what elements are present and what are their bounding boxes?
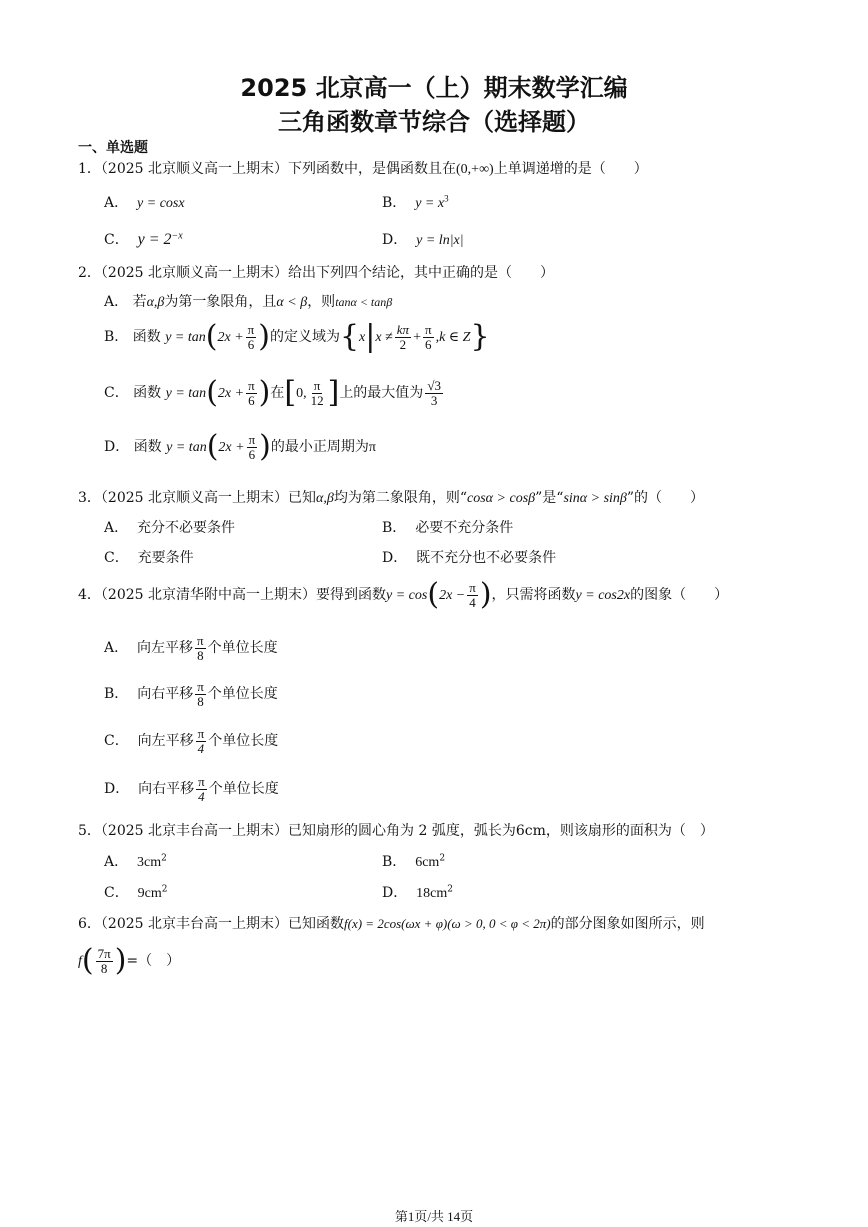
- paren-left: (: [206, 375, 218, 410]
- q1-interval: (0,+∞): [456, 162, 494, 177]
- q3-option-c: [104, 547, 194, 567]
- q6-text: 已知函数: [288, 916, 345, 932]
- q5-number: 5．: [78, 823, 101, 839]
- option-math: 0,: [296, 386, 307, 401]
- fraction: [467, 581, 478, 609]
- q5-option-a: [104, 851, 167, 871]
- option-math: +: [413, 330, 421, 345]
- option-text: 函数: [133, 439, 162, 455]
- numerator: π: [469, 579, 476, 595]
- option-math: α < β: [276, 295, 308, 310]
- q6-math: f(x) = 2cos(ωx + φ)(ω > 0, 0 < φ < 2π): [344, 916, 551, 931]
- q4-source: （2025 北京清华附中高一上期末）: [100, 587, 317, 603]
- option-label: C．: [104, 885, 129, 901]
- option-math: α,β: [146, 295, 165, 310]
- q3-option-d: [382, 547, 556, 567]
- q4-math: 2x −: [439, 588, 466, 603]
- paren-left: (: [206, 429, 219, 464]
- paren-right: ): [479, 577, 492, 612]
- option-label: D．: [382, 232, 408, 248]
- option-text: 在: [270, 385, 285, 401]
- q2-option-c: [104, 375, 445, 410]
- option-math: y = x: [415, 196, 445, 211]
- fraction: [309, 379, 326, 407]
- option-label: A．: [104, 854, 129, 870]
- paren-left: (: [205, 319, 218, 354]
- option-math: 18cm: [416, 886, 448, 901]
- fraction: [195, 634, 206, 662]
- option-math: π: [368, 440, 376, 455]
- option-text: 既不充分也不必要条件: [416, 550, 557, 566]
- q4-math: y = cos2x: [575, 588, 631, 603]
- option-text: 个单位长度: [208, 781, 279, 798]
- q6-number: 6．: [78, 916, 101, 932]
- denominator: 2: [399, 336, 407, 352]
- denominator: 4: [469, 594, 476, 610]
- numerator: π: [424, 321, 432, 337]
- option-label: C．: [104, 550, 129, 566]
- q3-number: 3．: [78, 490, 101, 506]
- q2-option-d: [104, 429, 376, 464]
- fraction: [246, 323, 257, 351]
- option-label: A．: [104, 294, 129, 310]
- paren-right: ): [114, 943, 127, 978]
- question-3-stem: [78, 487, 704, 507]
- option-text: 充要条件: [137, 550, 194, 566]
- q4-option-a: [104, 634, 278, 662]
- option-label: B．: [382, 854, 407, 870]
- fraction: [96, 947, 113, 975]
- option-text: 函数: [133, 385, 162, 401]
- question-4-stem: [78, 577, 729, 612]
- numerator: kπ: [396, 321, 410, 337]
- q3-text: 已知: [288, 490, 317, 506]
- option-math: x ≠: [375, 330, 393, 345]
- denominator: 6: [247, 336, 255, 352]
- q3-math: α,β: [316, 491, 334, 506]
- denominator: 8: [197, 647, 204, 663]
- option-label: B．: [382, 520, 407, 536]
- denominator: 6: [248, 392, 255, 408]
- option-text: 向右平移: [137, 686, 194, 703]
- question-5-stem: [78, 820, 714, 840]
- option-math: y = tan: [166, 440, 207, 455]
- fraction: [196, 727, 207, 755]
- denominator: 12: [310, 392, 324, 408]
- fraction: [246, 379, 257, 407]
- option-math: x: [359, 330, 366, 345]
- option-label: A．: [104, 520, 129, 536]
- option-text: 上的最大值为: [339, 385, 424, 401]
- option-math: 3cm: [137, 855, 162, 870]
- numerator: π: [313, 377, 321, 393]
- option-math: y = tan: [165, 386, 207, 401]
- option-label: A．: [104, 640, 129, 657]
- option-text: 向右平移: [138, 781, 195, 798]
- numerator: π: [247, 321, 255, 337]
- q1-stem-a: 下列函数中，是偶函数且在: [288, 161, 457, 177]
- fraction: [196, 775, 207, 803]
- q6-text: 的部分图象如图所示，则: [550, 916, 705, 932]
- option-label: B．: [382, 195, 407, 211]
- q3-text: ”是“: [535, 490, 564, 506]
- q1-number: 1．: [78, 161, 101, 177]
- paren-left: (: [81, 943, 94, 978]
- q4-text: 要得到函数: [316, 587, 387, 603]
- denominator: 6: [425, 336, 432, 352]
- exponent: 2: [161, 853, 167, 864]
- page-title-line1: 2025 北京高一（上）期末数学汇编: [240, 74, 628, 102]
- fraction: [195, 680, 206, 708]
- q6-text: =（ ）: [126, 953, 181, 969]
- question-2-stem: [78, 262, 554, 282]
- q1-source: （2025 北京顺义高一上期末）: [100, 161, 289, 177]
- option-math: y = tan: [165, 330, 206, 345]
- option-math: y = ln|x|: [416, 233, 464, 248]
- q5-source: （2025 北京丰台高一上期末）: [100, 823, 289, 839]
- q4-text: ，只需将函数: [491, 587, 576, 603]
- option-math: tanα < tanβ: [335, 295, 393, 309]
- q4-math: y = cos: [386, 588, 428, 603]
- q5-option-d: [382, 882, 453, 902]
- section-heading: 一、单选题: [78, 140, 148, 156]
- exponent: 2: [447, 884, 453, 895]
- q3-source: （2025 北京顺义高一上期末）: [100, 490, 289, 506]
- q1-option-d: [382, 229, 464, 249]
- q2-source: （2025 北京顺义高一上期末）: [100, 265, 289, 281]
- option-label: D．: [104, 781, 130, 798]
- denominator: 8: [197, 693, 204, 709]
- q3-option-a: [104, 517, 235, 537]
- bracket-left: [: [284, 375, 297, 410]
- option-math: 6cm: [415, 855, 440, 870]
- option-label: D．: [382, 550, 408, 566]
- q4-option-c: [104, 727, 278, 755]
- option-label: A．: [104, 195, 129, 211]
- option-text: ，则: [307, 294, 336, 310]
- numerator: 7π: [97, 945, 111, 961]
- option-label: D．: [104, 439, 130, 455]
- q1-option-c: [104, 229, 183, 249]
- q2-number: 2．: [78, 265, 101, 281]
- option-text: 个单位长度: [207, 686, 278, 703]
- q2-option-b: [104, 319, 490, 354]
- option-text: 函数: [132, 329, 161, 345]
- paren-right: ): [258, 375, 271, 410]
- page-number-footer: 第1页/共 14页: [394, 1209, 474, 1224]
- fraction: [395, 323, 411, 351]
- option-text: 向左平移: [137, 640, 194, 657]
- q4-number: 4．: [78, 587, 101, 603]
- option-label: B．: [104, 686, 129, 703]
- denominator: 4: [197, 740, 205, 756]
- fraction: [423, 323, 434, 351]
- denominator: 3: [430, 392, 438, 408]
- option-text: 的最小正周期为: [270, 439, 369, 455]
- numerator: π: [198, 774, 205, 789]
- q6-source: （2025 北京丰台高一上期末）: [100, 916, 289, 932]
- option-label: C．: [104, 232, 129, 248]
- numerator: π: [248, 431, 256, 447]
- option-math: ,k ∈ Z: [435, 330, 471, 345]
- option-math: y = 2: [137, 231, 172, 248]
- q4-option-d: [104, 775, 279, 803]
- paren-right: ): [259, 429, 271, 464]
- numerator: π: [197, 726, 205, 741]
- q5-option-c: [104, 882, 167, 902]
- paren-right: ): [258, 319, 270, 354]
- q1-stem-b: 上单调递增的是（ ）: [493, 161, 648, 177]
- denominator: 8: [100, 960, 108, 976]
- option-label: C．: [104, 733, 129, 750]
- exponent: 3: [444, 193, 449, 204]
- q1-option-b: [382, 192, 449, 212]
- q4-text: 的图象（ ）: [630, 587, 729, 603]
- q6-math: f: [78, 954, 82, 969]
- q2-option-a: [104, 291, 392, 311]
- denominator: 6: [248, 446, 256, 462]
- option-math: y = cosx: [137, 196, 185, 211]
- question-6-expression: [78, 943, 181, 978]
- page-title-line2: 三角函数章节综合（选择题）: [278, 108, 590, 136]
- option-text: 若: [132, 294, 147, 310]
- fraction: [247, 433, 258, 461]
- option-text: 充分不必要条件: [137, 520, 236, 536]
- option-text: 的定义域为: [269, 329, 340, 345]
- brace-left: {: [339, 319, 360, 354]
- numerator: π: [197, 679, 204, 694]
- q4-option-b: [104, 680, 278, 708]
- option-math: 2x +: [217, 386, 245, 401]
- denominator: 4: [198, 788, 205, 804]
- bracket-right: ]: [327, 375, 340, 410]
- brace-right: }: [470, 319, 490, 354]
- q3-option-b: [382, 517, 513, 537]
- fraction: [425, 379, 443, 407]
- exponent: 2: [439, 853, 446, 864]
- q3-text: ”的（ ）: [626, 490, 705, 506]
- q2-stem: 给出下列四个结论，其中正确的是（ ）: [288, 265, 555, 281]
- q1-option-a: [104, 192, 185, 212]
- q5-option-b: [382, 851, 445, 871]
- exponent: 2: [161, 884, 168, 895]
- set-bar: |: [365, 319, 376, 354]
- question-1-stem: [78, 158, 648, 178]
- option-math: 2x +: [217, 330, 244, 345]
- question-6-stem: [78, 913, 705, 933]
- option-label: C．: [104, 385, 129, 401]
- exponent: −x: [171, 230, 183, 242]
- q5-stem: 已知扇形的圆心角为 2 弧度，弧长为6cm，则该扇形的面积为（ ）: [288, 823, 714, 839]
- paren-left: (: [427, 577, 440, 612]
- numerator: π: [197, 633, 204, 648]
- q3-math: sinα > sinβ: [563, 491, 627, 506]
- option-label: D．: [382, 885, 408, 901]
- q3-math: cosα > cosβ: [467, 491, 536, 506]
- option-text: 向左平移: [137, 733, 194, 750]
- numerator: √3: [427, 377, 441, 393]
- q3-text: 均为第二象限角，则“: [333, 490, 468, 506]
- numerator: π: [248, 377, 255, 393]
- option-text: 为第一象限角，且: [164, 294, 277, 310]
- option-text: 必要不充分条件: [415, 520, 514, 536]
- option-text: 个单位长度: [207, 640, 278, 657]
- option-label: B．: [104, 329, 129, 345]
- option-text: 个单位长度: [208, 733, 279, 750]
- option-math: 9cm: [137, 886, 162, 901]
- option-math: 2x +: [218, 440, 245, 455]
